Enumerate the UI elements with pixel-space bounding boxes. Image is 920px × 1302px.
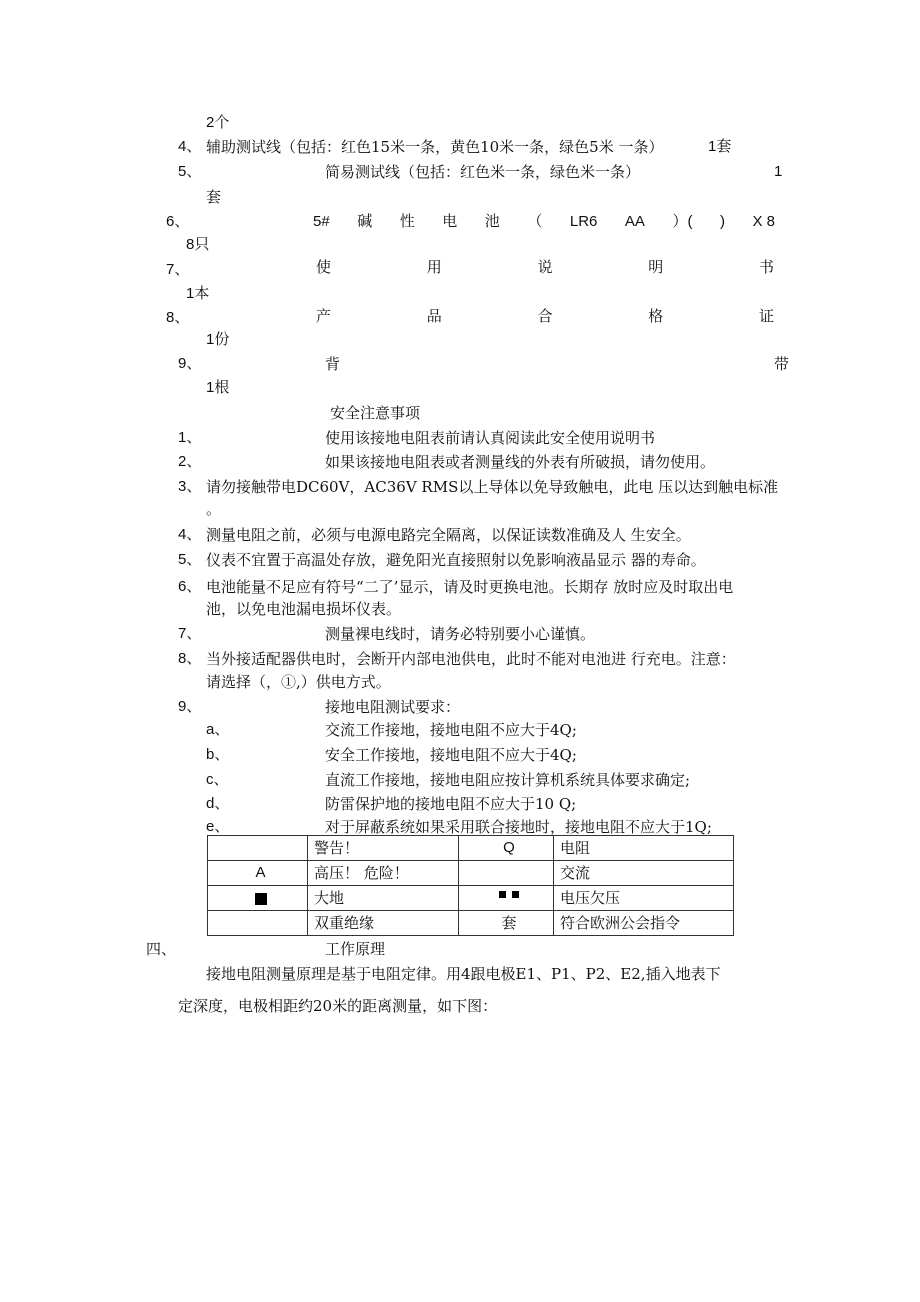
safety-4-text: 测量电阻之前，必须与电源电路完全隔离，以保证读数准确及人 生安全。 (206, 526, 691, 544)
item6-text: 5# 碱 性 电 池 （ LR6 AA ）( ) X 8 (313, 213, 775, 230)
requirement-c-letter: c、 (206, 771, 229, 788)
warning-label: 警告！ (308, 836, 459, 861)
safety-1-text: 使用该接地电阻表前请认真阅读此安全使用说明书 (325, 429, 656, 447)
item9-number: 9、 (178, 355, 202, 372)
item7-qty: 1本 (186, 285, 210, 302)
safety-6-number: 6、 (178, 578, 202, 595)
requirement-b-letter: b、 (206, 746, 230, 763)
high-voltage-icon: A (208, 861, 308, 886)
requirement-a-text: 交流工作接地，接地电阻不应大于4Q; (325, 721, 577, 739)
item8-number: 8、 (166, 309, 190, 326)
item4-qty: 1套 (708, 138, 732, 155)
low-voltage-label: 电压欠压 (554, 886, 734, 911)
principle-line-2: 定深度，电极相距约20米的距离测量，如下图： (178, 997, 498, 1015)
symbol-table (207, 835, 734, 936)
safety-8-text-cont: 请选择（，①,）供电方式。 (206, 673, 391, 691)
safety-2-number: 2、 (178, 453, 202, 470)
high-voltage-label: 高压！ 危险！ (308, 861, 459, 886)
item4-text: 辅助测试线（包括：红色15米一条，黄色10米一条，绿色5米 一条） (206, 138, 664, 156)
ground-symbol-cell (208, 886, 308, 911)
safety-9-number: 9、 (178, 698, 202, 715)
item5-qty-unit: 套 (206, 188, 222, 206)
low-battery-icon (512, 891, 519, 898)
safety-3-text-cont: 。 (206, 500, 222, 518)
safety-6-text-cont: 池，以免电池漏电损坏仪表。 (206, 600, 402, 618)
double-insulation-symbol-cell (208, 911, 308, 936)
requirement-e-letter: e、 (206, 818, 230, 835)
item9-qty: 1根 (206, 379, 230, 396)
safety-3-text: 请勿接触带电DC60V，AC36V RMS以上导体以免导致触电，此电 压以达到触电标准 (206, 478, 779, 496)
item5-text: 简易测试线（包括：红色米一条，绿色米一条） (325, 163, 641, 181)
requirement-c-text: 直流工作接地，接地电阻应按计算机系统具体要求确定; (325, 771, 691, 789)
item4-number: 4、 (178, 138, 202, 155)
item7-text: 使 用 说 明 书 (316, 258, 774, 276)
safety-1-number: 1、 (178, 429, 202, 446)
safety-4-number: 4、 (178, 526, 202, 543)
item9-text: 背 带 (325, 355, 789, 373)
table-row (208, 886, 734, 911)
item7-number: 7、 (166, 261, 190, 278)
requirement-e-text: 对于屏蔽系统如果采用联合接地时，接地电阻不应大于1Q; (325, 818, 712, 836)
item8-text: 产 品 合 格 证 (316, 307, 774, 325)
warning-symbol-cell (208, 836, 308, 861)
item8-qty: 1份 (206, 331, 230, 348)
requirement-a-letter: a、 (206, 721, 230, 738)
ac-label: 交流 (554, 861, 734, 886)
safety-8-number: 8、 (178, 650, 202, 667)
safety-5-text: 仪表不宜置于高温处存放，避免阳光直接照射以免影响液晶显示 器的寿命。 (206, 551, 706, 569)
requirement-d-letter: d、 (206, 795, 230, 812)
table-row (208, 911, 734, 936)
double-insulation-label: 双重绝缘 (308, 911, 459, 936)
item5-qty-number: 1 (774, 163, 783, 180)
safety-3-number: 3、 (178, 478, 202, 495)
safety-9-text: 接地电阻测试要求： (325, 698, 461, 716)
ground-label: 大地 (308, 886, 459, 911)
resistance-label: 电阻 (554, 836, 734, 861)
requirement-d-text: 防雷保护地的接地电阻不应大于10 Q; (325, 795, 577, 813)
safety-7-text: 测量裸电线时，请务必特别要小心谨慎。 (325, 625, 596, 643)
safety-2-text: 如果该接地电阻表或者测量线的外表有所破损，请勿使用。 (325, 453, 716, 471)
requirement-b-text: 安全工作接地，接地电阻不应大于4Q; (325, 746, 577, 764)
table-row (208, 836, 734, 861)
ac-symbol-cell (459, 861, 554, 886)
safety-7-number: 7、 (178, 625, 202, 642)
safety-title: 安全注意事项 (330, 404, 421, 422)
principle-line-1: 接地电阻测量原理是基于电阻定律。用4跟电极E1、P1、P2、E2,插入地表下 (206, 965, 721, 983)
item6-number: 6、 (166, 213, 190, 230)
table-row (208, 861, 734, 886)
safety-8-text: 当外接适配器供电时，会断开内部电池供电，此时不能对电池进 行充电。注意： (206, 650, 736, 668)
item5-number: 5、 (178, 163, 202, 180)
resistance-symbol: Q (459, 836, 554, 861)
low-battery-icon (499, 891, 506, 898)
ground-icon (255, 893, 267, 905)
safety-5-number: 5、 (178, 551, 202, 568)
item6-qty: 8只 (186, 236, 210, 253)
section-4-number: 四、 (146, 940, 177, 958)
item3-qty: 2个 (206, 114, 230, 131)
low-voltage-symbol-cell (459, 886, 554, 911)
safety-6-text: 电池能量不足应有符号“二了’显示，请及时更换电池。长期存 放时应及时取出电 (206, 578, 734, 596)
ce-symbol: 套 (459, 911, 554, 936)
ce-label: 符合欧洲公会指令 (554, 911, 734, 936)
section-4-title: 工作原理 (325, 940, 386, 958)
